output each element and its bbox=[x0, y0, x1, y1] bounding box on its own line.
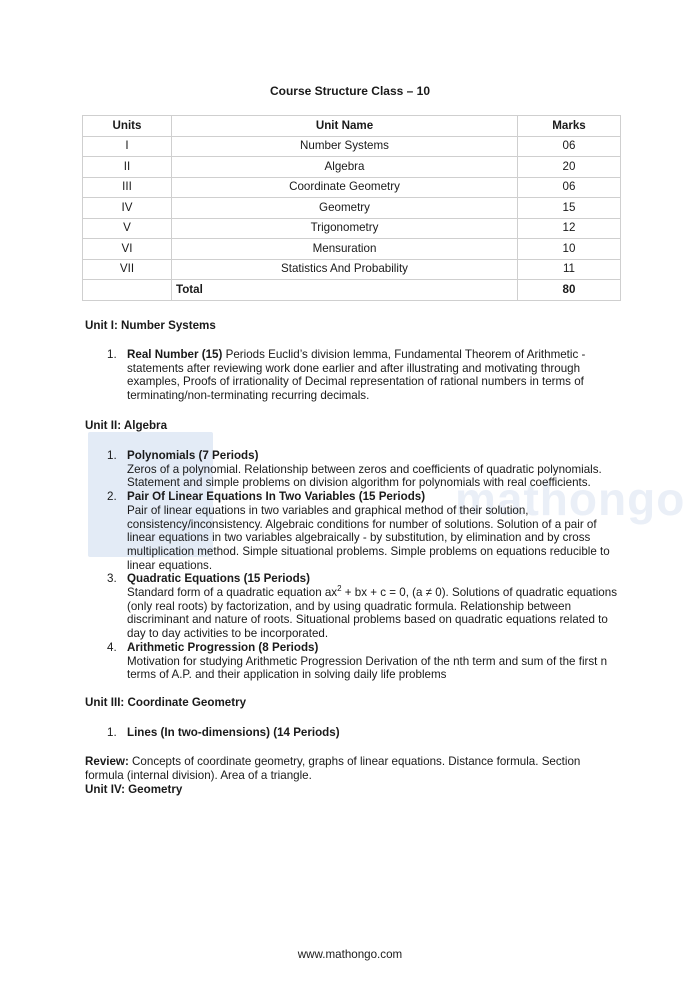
table-total-row bbox=[83, 280, 621, 301]
unit1-list bbox=[107, 348, 617, 403]
list-item bbox=[107, 640, 617, 682]
list-item bbox=[107, 449, 617, 490]
table-row bbox=[83, 198, 621, 219]
unit-name-cell: Mensuration bbox=[172, 239, 518, 260]
list-item bbox=[107, 572, 617, 641]
unit-cell: II bbox=[83, 157, 172, 178]
table-row bbox=[83, 259, 621, 280]
marks-cell: 12 bbox=[518, 218, 621, 239]
unit1-heading: Unit I: Number Systems bbox=[85, 319, 216, 332]
unit-name-cell: Trigonometry bbox=[172, 218, 518, 239]
item-text: Zeros of a polynomial. Relationship between zeros and coefficients of quadratic polynomials. Statement and simple problems on division algorithm for polynomials with real coefficients. bbox=[127, 462, 602, 490]
list-number: 4. bbox=[107, 640, 117, 654]
review-paragraph bbox=[85, 755, 605, 782]
marks-cell: 10 bbox=[518, 239, 621, 260]
item-text-a: Standard form of a quadratic equation ax bbox=[127, 586, 338, 600]
table-header-row bbox=[83, 116, 621, 137]
unit-name-cell: Geometry bbox=[172, 198, 518, 219]
watermark-text: mathongo bbox=[455, 473, 686, 525]
item-title: Lines (In two-dimensions) (14 Periods) bbox=[127, 726, 340, 739]
total-label: Total bbox=[172, 280, 518, 301]
list-number: 1. bbox=[107, 449, 117, 462]
marks-cell: 06 bbox=[518, 136, 621, 157]
unit2-heading: Unit II: Algebra bbox=[85, 419, 168, 432]
table-row bbox=[83, 218, 621, 239]
list-item bbox=[107, 726, 617, 740]
unit-name-cell: Number Systems bbox=[172, 136, 518, 157]
marks-cell: 06 bbox=[518, 177, 621, 198]
list-item bbox=[107, 348, 617, 403]
item-title: Quadratic Equations (15 Periods) bbox=[127, 572, 310, 586]
unit-name-cell: Statistics And Probability bbox=[172, 259, 518, 280]
item-title: Real Number (15) bbox=[127, 348, 223, 361]
page-title: Course Structure Class – 10 bbox=[269, 84, 431, 98]
table-row bbox=[83, 136, 621, 157]
unit-cell: IV bbox=[83, 198, 172, 219]
review-label: Review: bbox=[85, 755, 129, 768]
unit3-list bbox=[107, 726, 617, 740]
unit-cell: VI bbox=[83, 239, 172, 260]
unit3-heading: Unit III: Coordinate Geometry bbox=[85, 696, 247, 709]
marks-cell: 15 bbox=[518, 198, 621, 219]
list-number: 1. bbox=[107, 726, 117, 739]
course-structure-table bbox=[82, 115, 621, 301]
item-title: Arithmetic Progression (8 Periods) bbox=[127, 640, 319, 654]
unit4-heading: Unit IV: Geometry bbox=[85, 783, 183, 796]
list-number: 2. bbox=[107, 490, 117, 504]
review-text: Concepts of coordinate geometry, graphs of linear equations. Distance formula. Section formula (internal division). Area of a triangle. bbox=[85, 755, 581, 782]
item-title: Polynomials (7 Periods) bbox=[127, 449, 259, 462]
item-title: Pair Of Linear Equations In Two Variables (15 Periods) bbox=[127, 490, 426, 504]
unit-name-cell: Coordinate Geometry bbox=[172, 177, 518, 198]
table-row bbox=[83, 239, 621, 260]
unit-name-cell: Algebra bbox=[172, 157, 518, 178]
header-unit-name: Unit Name bbox=[172, 116, 518, 137]
marks-cell: 11 bbox=[518, 259, 621, 280]
unit-cell: III bbox=[83, 177, 172, 198]
item-text: Pair of linear equations in two variables and graphical method of their solution, consistency/inconsistency. Algebraic conditions for number of solutions. Solution of a pair of linear equations in two variables algebraically - by substitution, by elimination and by cross multiplication method. Simple situational problems. Simple problems on equations reducible to linear equations. bbox=[127, 503, 610, 572]
unit-cell: V bbox=[83, 218, 172, 239]
unit-cell: I bbox=[83, 136, 172, 157]
table-row bbox=[83, 157, 621, 178]
footer-url: www.mathongo.com bbox=[297, 948, 403, 961]
unit-cell: VII bbox=[83, 259, 172, 280]
marks-cell: 20 bbox=[518, 157, 621, 178]
item-text: Motivation for studying Arithmetic Progression Derivation of the nth term and sum of the first n terms of A.P. and their application in solving daily life problems bbox=[127, 654, 608, 682]
list-item bbox=[107, 490, 617, 572]
total-marks: 80 bbox=[518, 280, 621, 301]
unit2-list bbox=[107, 449, 617, 682]
item-text: Periods Euclid’s division lemma, Fundamental Theorem of Arithmetic - statements after reviewing work done earlier and after illustrating and motivating through examples, Proofs of irrationality of Decimal representation of rational numbers in terms of terminating/non-terminating recurring decimals. bbox=[127, 348, 586, 403]
header-units: Units bbox=[83, 116, 172, 137]
superscript: 2 bbox=[337, 584, 342, 594]
list-number: 3. bbox=[107, 572, 117, 586]
list-number: 1. bbox=[107, 348, 117, 361]
header-marks: Marks bbox=[518, 116, 621, 137]
item-text-b: + bx + c = 0, (a ≠ 0). Solutions of quadratic equations (only real roots) by factorization, and by using quadratic formula. Relationship between discriminant and nature of roots. Situational problems based on quadratic equations related to day to day activities to be incorporated. bbox=[127, 586, 617, 641]
table-row bbox=[83, 177, 621, 198]
total-empty-cell bbox=[83, 280, 172, 301]
